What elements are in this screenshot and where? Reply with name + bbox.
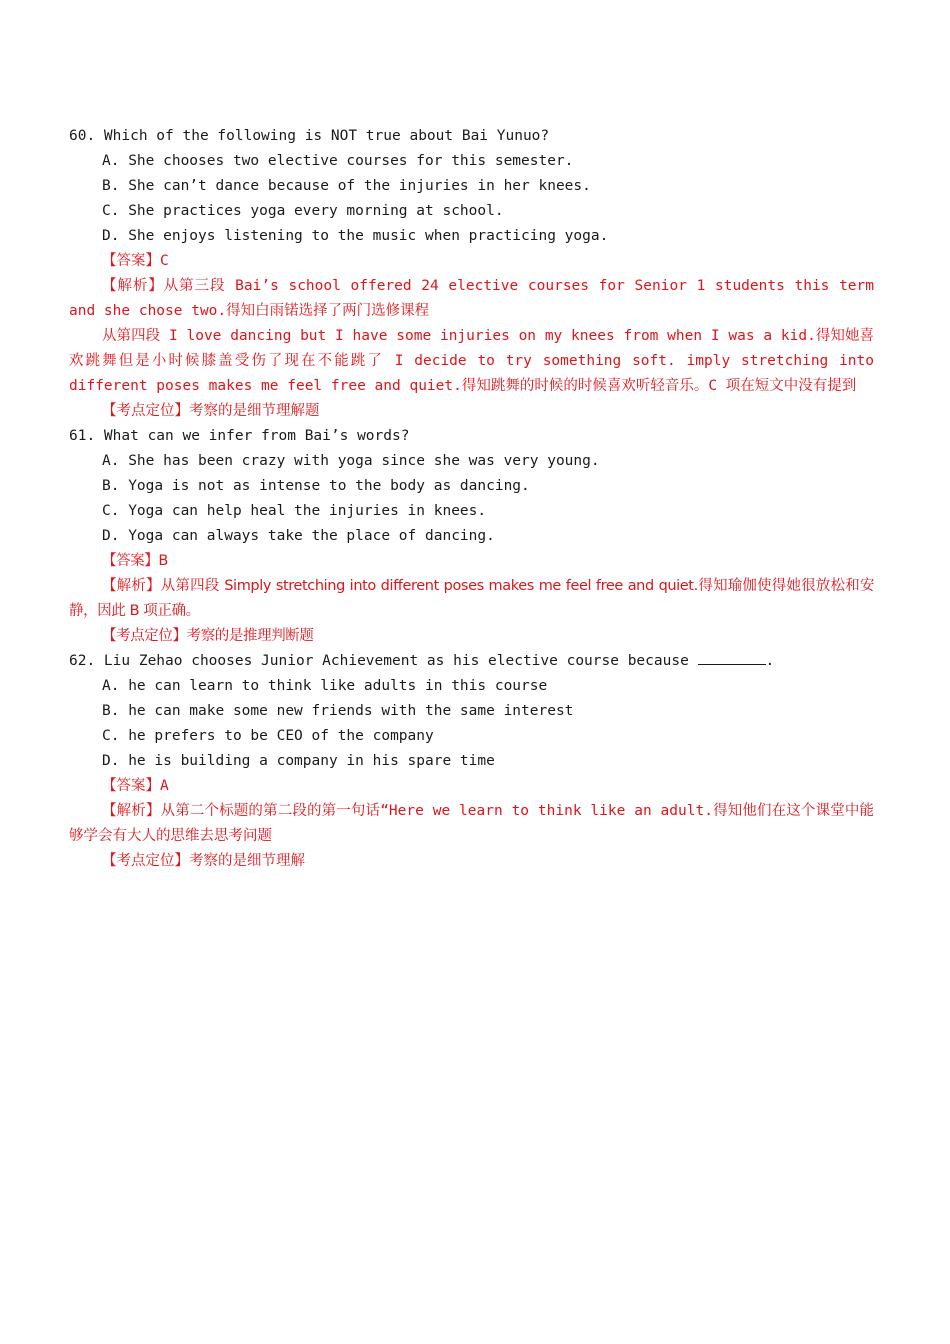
question-61-analysis-1: 【解析】从第四段 Simply stretching into different poses makes me feel free and quiet.得知瑜伽使得她很放松和安静，因此 B 项正确。: [69, 578, 874, 619]
question-61-option-c: C. Yoga can help heal the injuries in knees.: [102, 503, 487, 519]
question-60-option-d: D. She enjoys listening to the music when practicing yoga.: [102, 228, 609, 244]
question-62-stem: [69, 649, 874, 674]
question-61-point: 【考点定位】考察的是推理判断题: [102, 628, 314, 644]
question-61-option-a: A. She has been crazy with yoga since she was very young.: [102, 453, 600, 469]
question-62-stem-text: 62. Liu Zehao chooses Junior Achievement as his elective course because: [69, 653, 698, 669]
question-62-analysis-1: 【解析】从第二个标题的第二段的第一句话“Here we learn to think like an adult.得知他们在这个课堂中能够学会有大人的思维去思考问题: [69, 803, 874, 844]
question-60-option-c: C. She practices yoga every morning at school.: [102, 203, 504, 219]
question-61-answer: 【答案】B: [102, 553, 168, 569]
question-60-analysis-1: 【解析】从第三段 Bai’s school offered 24 elective courses for Senior 1 students this term and she chose two.得知白雨锘选择了两门选修课程: [69, 278, 883, 319]
question-61-stem: 61. What can we infer from Bai’s words?: [69, 428, 410, 444]
question-62-option-d: D. he is building a company in his spare time: [102, 753, 495, 769]
question-61-option-b: B. Yoga is not as intense to the body as dancing.: [102, 478, 530, 494]
question-60-stem: 60. Which of the following is NOT true about Bai Yunuo?: [69, 128, 550, 144]
question-62-option-b: B. he can make some new friends with the same interest: [102, 703, 574, 719]
question-60-option-a: A. She chooses two elective courses for this semester.: [102, 153, 574, 169]
question-60-answer: 【答案】C: [102, 253, 169, 269]
document-content: [69, 124, 883, 874]
question-62-option-c: C. he prefers to be CEO of the company: [102, 728, 434, 744]
question-60-analysis-2: 从第四段 I love dancing but I have some injuries on my knees from when I was a kid.得知她喜欢跳舞但是小时候膝盖受伤了现在不能跳了 I decide to try something soft. imply stretching into different poses makes me feel free and quiet.得知跳舞的时候的时候喜欢听轻音乐。C 项在短文中没有提到: [69, 328, 883, 394]
question-62-stem-end: .: [765, 653, 775, 669]
question-60-option-b: B. She can’t dance because of the injuries in her knees.: [102, 178, 591, 194]
question-62-answer: 【答案】A: [102, 778, 169, 794]
question-60-point: 【考点定位】考察的是细节理解题: [102, 403, 320, 419]
question-62-point: 【考点定位】考察的是细节理解: [102, 853, 305, 869]
question-61-option-d: D. Yoga can always take the place of dancing.: [102, 528, 495, 544]
answer-blank: [698, 650, 766, 665]
question-62-option-a: A. he can learn to think like adults in this course: [102, 678, 548, 694]
